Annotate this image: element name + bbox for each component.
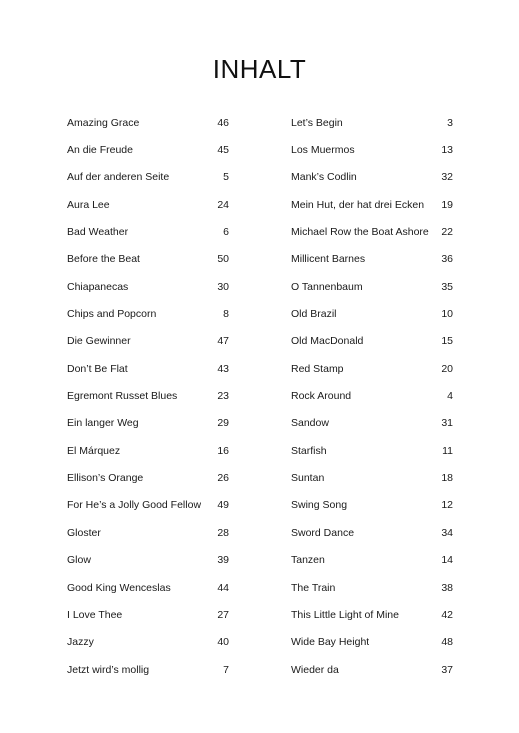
toc-entry-page: 27 [217, 608, 229, 621]
toc-entry-page: 35 [441, 280, 453, 293]
toc-entry [291, 273, 453, 300]
toc-entry-page: 43 [217, 362, 229, 375]
toc-entry [291, 492, 453, 519]
toc-entry-title: Sword Dance [291, 526, 355, 539]
toc-entry-page: 5 [223, 171, 229, 184]
toc-entry [291, 136, 453, 163]
toc-left-column [67, 109, 229, 683]
toc-entry-title: I Love Thee [67, 608, 123, 621]
toc-entry [291, 191, 453, 218]
toc-entry-title: Mank’s Codlin [291, 171, 357, 184]
toc-entry-page: 4 [447, 390, 453, 403]
toc-entry-title: Swing Song [291, 499, 348, 512]
toc-entry [67, 437, 229, 464]
toc-entry [291, 464, 453, 491]
toc-entry [67, 136, 229, 163]
toc-entry-page: 46 [217, 116, 229, 129]
toc-entry-title: Ellison’s Orange [67, 472, 144, 485]
toc-entry [291, 164, 453, 191]
toc-entry-page: 26 [217, 472, 229, 485]
toc-entry [291, 246, 453, 273]
toc-entry-page: 34 [441, 526, 453, 539]
toc-entry-page: 31 [441, 417, 453, 430]
toc-entry-title: The Train [291, 581, 336, 594]
toc-entry-title: Glow [67, 554, 91, 567]
toc-entry [291, 355, 453, 382]
toc-entry [291, 519, 453, 546]
toc-entry [67, 492, 229, 519]
toc-entry [67, 246, 229, 273]
page-title: INHALT [212, 54, 307, 84]
toc-entry-title: Chiapanecas [67, 280, 129, 293]
toc-entry [67, 601, 229, 628]
toc-entry-page: 6 [223, 226, 229, 239]
toc-entry-title: Tanzen [291, 554, 325, 567]
toc-entry-page: 42 [441, 608, 453, 621]
toc-entry-page: 23 [217, 390, 229, 403]
toc-entry [291, 629, 453, 656]
toc-entry-title: An die Freude [67, 144, 133, 157]
toc-entry-title: O Tannenbaum [291, 280, 363, 293]
toc-entry-title: Aura Lee [67, 198, 110, 211]
toc-entry-page: 45 [217, 144, 229, 157]
toc-entry-title: Egremont Russet Blues [67, 390, 178, 403]
toc-entry-title: Los Muermos [291, 144, 355, 157]
toc-entry [67, 273, 229, 300]
toc-entry-page: 47 [217, 335, 229, 348]
toc-entry-page: 38 [441, 581, 453, 594]
toc-entry [67, 218, 229, 245]
toc-entry [67, 300, 229, 327]
toc-entry-page: 40 [217, 636, 229, 649]
toc-entry-page: 13 [441, 144, 453, 157]
toc-entry-page: 39 [217, 554, 229, 567]
toc-entry-title: Gloster [67, 526, 101, 539]
toc-entry-title: Mein Hut, der hat drei Ecken [291, 198, 425, 211]
toc-entry-title: Before the Beat [67, 253, 140, 266]
toc-entry-title: Bad Weather [67, 226, 129, 239]
toc-entry [67, 519, 229, 546]
toc-entry [67, 656, 229, 683]
toc-entry-page: 12 [441, 499, 453, 512]
toc-entry-title: Good King Wenceslas [67, 581, 171, 594]
toc-entry [291, 109, 453, 136]
toc-entry [67, 547, 229, 574]
toc-entry-page: 36 [441, 253, 453, 266]
toc-entry-title: Die Gewinner [67, 335, 131, 348]
toc-entry-page: 32 [441, 171, 453, 184]
toc-entry-page: 15 [441, 335, 453, 348]
toc-entry [67, 191, 229, 218]
toc-entry [67, 164, 229, 191]
toc-entry-page: 48 [441, 636, 453, 649]
toc-entry [291, 574, 453, 601]
toc-entry [291, 410, 453, 437]
toc-entry-page: 49 [217, 499, 229, 512]
toc-entry-title: Let’s Begin [291, 116, 343, 129]
toc-entry [291, 382, 453, 409]
toc-entry-page: 37 [441, 663, 453, 676]
toc-right-column [291, 109, 453, 683]
toc-entry-page: 19 [441, 198, 453, 211]
toc-entry [67, 109, 229, 136]
toc-entry-page: 44 [217, 581, 229, 594]
toc-entry-page: 7 [223, 663, 229, 676]
toc-entry-page: 20 [441, 362, 453, 375]
toc-entry-title: Auf der anderen Seite [67, 171, 170, 184]
toc-entry-title: Starfish [291, 444, 327, 457]
toc-entry [67, 355, 229, 382]
toc-entry-page: 11 [442, 444, 453, 457]
toc-entry-title: Red Stamp [291, 362, 344, 375]
toc-entry-title: Wieder da [291, 663, 339, 676]
toc-entry [67, 410, 229, 437]
toc-entry [67, 328, 229, 355]
toc-entry-page: 28 [217, 526, 229, 539]
toc-entry-title: For He’s a Jolly Good Fellow [67, 499, 202, 512]
toc-entry-page: 16 [217, 444, 229, 457]
toc-entry-page: 29 [217, 417, 229, 430]
toc-entry-title: El Márquez [67, 444, 121, 457]
toc-entry-page: 22 [441, 226, 453, 239]
toc-entry-title: Sandow [291, 417, 329, 430]
toc-entry [67, 574, 229, 601]
toc-entry-title: Jazzy [67, 636, 94, 649]
toc-entry-title: Old Brazil [291, 308, 337, 321]
toc-entry-title: Rock Around [291, 390, 352, 403]
toc-entry-title: Jetzt wird’s mollig [67, 663, 150, 676]
toc-entry-page: 14 [441, 554, 453, 567]
toc-entry-page: 10 [441, 308, 453, 321]
toc-entry [291, 547, 453, 574]
toc-entry-title: Wide Bay Height [291, 636, 370, 649]
toc-entry-page: 24 [217, 198, 229, 211]
toc-entry-title: Suntan [291, 472, 325, 485]
toc-entry-title: This Little Light of Mine [291, 608, 399, 621]
toc-entry-page: 30 [217, 280, 229, 293]
toc-entry [291, 656, 453, 683]
toc-entry [291, 218, 453, 245]
toc-entry [291, 437, 453, 464]
toc-entry [291, 300, 453, 327]
toc-entry [67, 464, 229, 491]
toc-entry-page: 50 [217, 253, 229, 266]
toc-entry-page: 3 [447, 116, 453, 129]
toc-entry [67, 382, 229, 409]
toc-entry-title: Old MacDonald [291, 335, 364, 348]
toc-entry-title: Amazing Grace [67, 116, 140, 129]
toc-entry-title: Michael Row the Boat Ashore [291, 226, 429, 239]
toc-entry-title: Millicent Barnes [291, 253, 366, 266]
toc-entry-page: 18 [441, 472, 453, 485]
toc-entry-page: 8 [223, 308, 229, 321]
toc-entry [291, 328, 453, 355]
toc-entry-title: Chips and Popcorn [67, 308, 157, 321]
toc-entry-title: Ein langer Weg [67, 417, 139, 430]
toc-entry-title: Don’t Be Flat [67, 362, 128, 375]
toc-entry [67, 629, 229, 656]
toc-entry [291, 601, 453, 628]
